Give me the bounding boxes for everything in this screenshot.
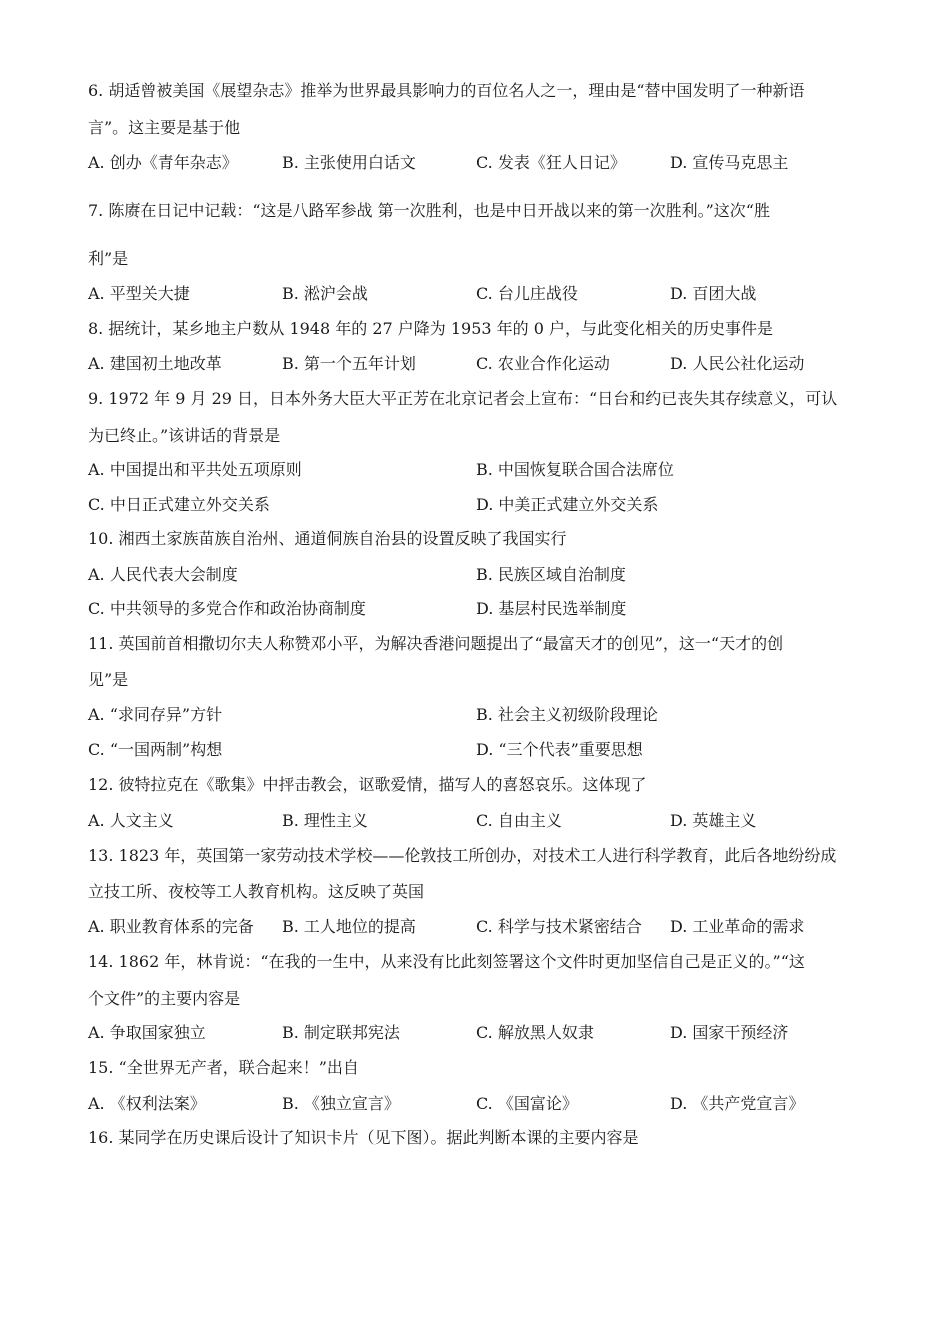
question-6-option-b: B. 主张使用白话文 [282, 153, 416, 172]
question-10-stem-line1: 10. 湘西土家族苗族自治州、通道侗族自治县的设置反映了我国实行 [88, 529, 567, 548]
question-12-option-c: C. 自由主义 [476, 811, 562, 830]
question-13-option-c: C. 科学与技术紧密结合 [476, 917, 642, 936]
question-16-stem-line1: 16. 某同学在历史课后设计了知识卡片（见下图）。据此判断本课的主要内容是 [88, 1128, 639, 1147]
question-6-stem-line1: 6. 胡适曾被美国《展望杂志》推举为世界最具影响力的百位名人之一，理由是“替中国发明了一种新语 [88, 81, 805, 100]
question-14-stem-line1: 14. 1862 年，林肯说：“在我的一生中，从来没有比此刻签署这个文件时更加坚信自己是正义的。”“这 [88, 952, 805, 971]
question-10-option-d: D. 基层村民选举制度 [476, 599, 627, 618]
question-7-stem-line2: 利”是 [88, 249, 129, 268]
question-15-option-c: C. 《国富论》 [476, 1094, 578, 1113]
question-13-option-b: B. 工人地位的提高 [282, 917, 416, 936]
question-8-option-c: C. 农业合作化运动 [476, 354, 610, 373]
question-8-option-d: D. 人民公社化运动 [670, 354, 805, 373]
question-8-option-a: A. 建国初土地改革 [88, 354, 222, 373]
question-7-option-b: B. 淞沪会战 [282, 284, 368, 303]
question-11-stem-line1: 11. 英国前首相撒切尔夫人称赞邓小平，为解决香港问题提出了“最富天才的创见”，这一“天才的创 [88, 634, 784, 653]
question-15-option-d: D. 《共产党宣言》 [670, 1094, 805, 1113]
question-13-option-d: D. 工业革命的需求 [670, 917, 805, 936]
question-12-option-b: B. 理性主义 [282, 811, 368, 830]
question-6-option-c: C. 发表《狂人日记》 [476, 153, 626, 172]
question-8-option-b: B. 第一个五年计划 [282, 354, 416, 373]
question-6-option-a: A. 创办《青年杂志》 [88, 153, 238, 172]
question-6-stem-line2: 言”。这主要是基于他 [88, 118, 241, 137]
question-10-option-a: A. 人民代表大会制度 [88, 565, 238, 584]
question-12-option-d: D. 英雄主义 [670, 811, 757, 830]
question-7-stem-line1: 7. 陈赓在日记中记载：“这是八路军参战 第一次胜利，也是中日开战以来的第一次胜利。”这次“胜 [88, 201, 770, 220]
question-7-option-c: C. 台儿庄战役 [476, 284, 578, 303]
question-11-option-b: B. 社会主义初级阶段理论 [476, 705, 658, 724]
question-15-option-a: A. 《权利法案》 [88, 1094, 206, 1113]
question-11-option-d: D. “三个代表”重要思想 [476, 740, 643, 759]
question-11-stem-line2: 见”是 [88, 670, 129, 689]
question-9-option-a: A. 中国提出和平共处五项原则 [88, 460, 302, 479]
question-9-option-c: C. 中日正式建立外交关系 [88, 495, 270, 514]
question-12-stem-line1: 12. 彼特拉克在《歌集》中抨击教会，讴歌爱情，描写人的喜怒哀乐。这体现了 [88, 775, 647, 794]
question-13-stem-line1: 13. 1823 年，英国第一家劳动技术学校——伦敦技工所创办，对技术工人进行科学教育，此后各地纷纷成 [88, 846, 837, 865]
question-10-option-c: C. 中共领导的多党合作和政治协商制度 [88, 599, 366, 618]
question-10-option-b: B. 民族区域自治制度 [476, 565, 626, 584]
question-15-stem-line1: 15. “全世界无产者，联合起来！”出自 [88, 1058, 359, 1077]
question-9-option-d: D. 中美正式建立外交关系 [476, 495, 659, 514]
question-14-option-b: B. 制定联邦宪法 [282, 1023, 400, 1042]
question-6-option-d: D. 宣传马克思主 [670, 153, 789, 172]
question-14-stem-line2: 个文件”的主要内容是 [88, 989, 241, 1008]
question-7-option-a: A. 平型关大捷 [88, 284, 190, 303]
question-14-option-a: A. 争取国家独立 [88, 1023, 206, 1042]
question-14-option-c: C. 解放黑人奴隶 [476, 1023, 594, 1042]
question-7-option-d: D. 百团大战 [670, 284, 757, 303]
question-9-option-b: B. 中国恢复联合国合法席位 [476, 460, 674, 479]
question-8-stem-line1: 8. 据统计，某乡地主户数从 1948 年的 27 户降为 1953 年的 0 户，与此变化相关的历史事件是 [88, 319, 774, 338]
question-9-stem-line2: 为已终止。”该讲话的背景是 [88, 426, 281, 445]
question-15-option-b: B. 《独立宣言》 [282, 1094, 400, 1113]
question-11-option-a: A. “求同存异”方针 [88, 705, 223, 724]
question-14-option-d: D. 国家干预经济 [670, 1023, 789, 1042]
question-13-option-a: A. 职业教育体系的完备 [88, 917, 254, 936]
question-13-stem-line2: 立技工所、夜校等工人教育机构。这反映了英国 [88, 882, 425, 901]
question-12-option-a: A. 人文主义 [88, 811, 174, 830]
question-11-option-c: C. “一国两制”构想 [88, 740, 223, 759]
question-9-stem-line1: 9. 1972 年 9 月 29 日，日本外务大臣大平正芳在北京记者会上宣布：“日台和约已丧失其存续意义，可认 [88, 389, 838, 408]
